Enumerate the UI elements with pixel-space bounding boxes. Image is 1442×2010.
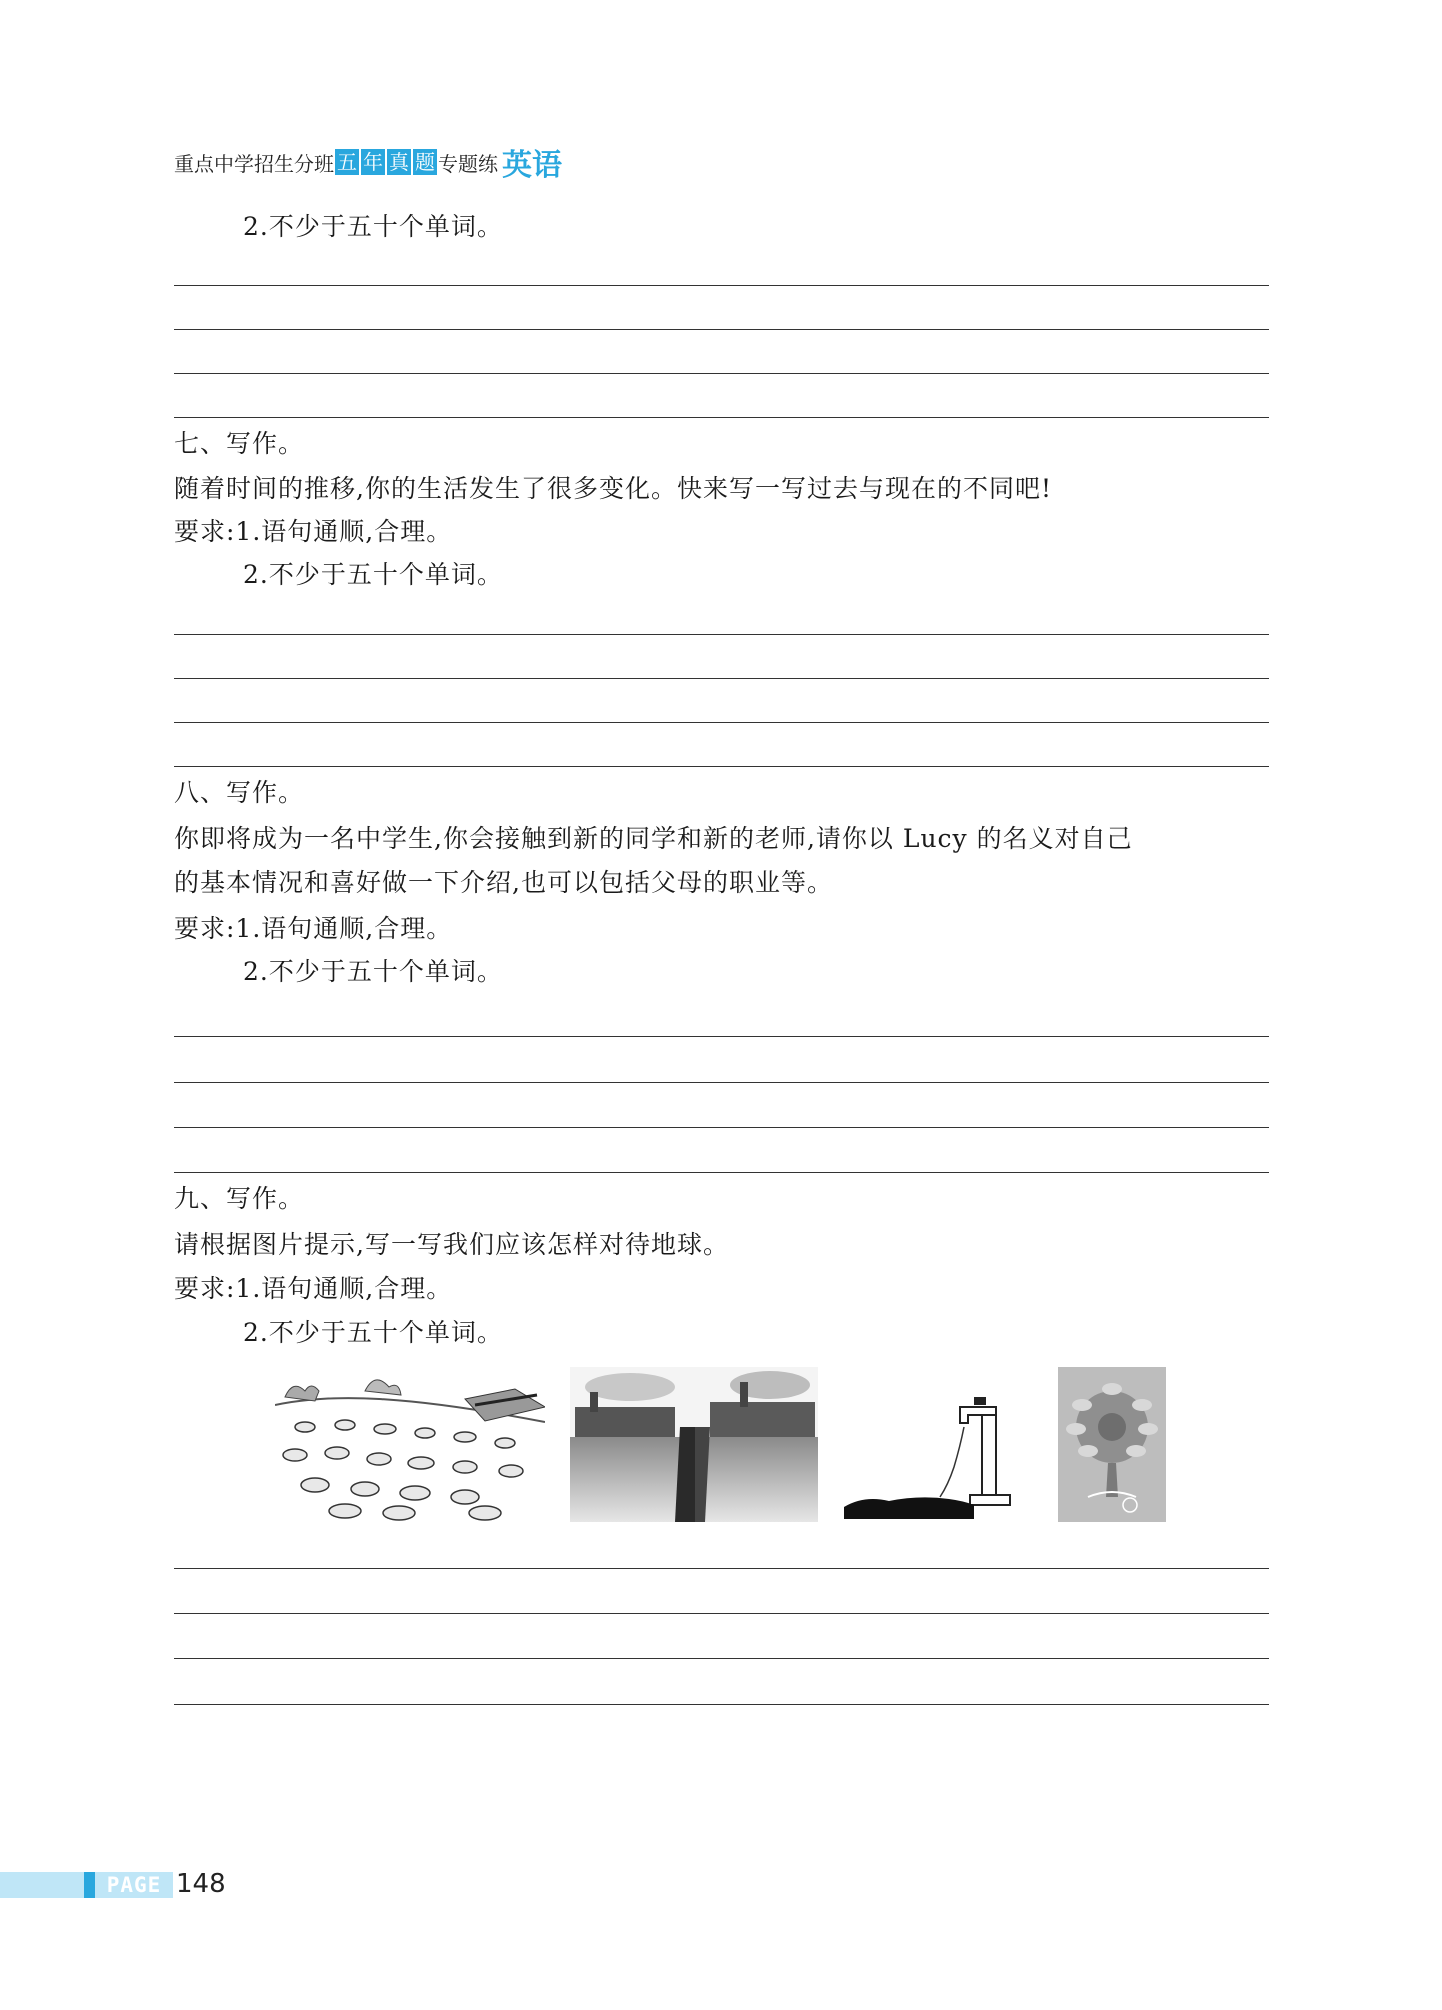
section-7-title: 七、写作。: [174, 429, 305, 458]
writing-line: [174, 1568, 1269, 1569]
writing-line: [174, 722, 1269, 723]
recycling-tree-illustration: [1058, 1367, 1166, 1522]
footer-accent-mark: [84, 1872, 95, 1898]
section-7-requirement-2: 2.不少于五十个单词。: [243, 560, 503, 589]
section-8-title: 八、写作。: [174, 778, 305, 807]
writing-line: [174, 766, 1269, 767]
section-9-requirement-2: 2.不少于五十个单词。: [243, 1318, 503, 1347]
writing-line: [174, 1036, 1269, 1037]
writing-line: [174, 1127, 1269, 1128]
writing-line: [174, 1613, 1269, 1614]
header-box-3: 真: [389, 150, 409, 174]
writing-line: [174, 1082, 1269, 1083]
section-8-prompt-line-2: 的基本情况和喜好做一下介绍,也可以包括父母的职业等。: [174, 868, 833, 897]
header-box-2: 年: [363, 150, 383, 174]
top-requirement-2: 2.不少于五十个单词。: [243, 212, 503, 241]
writing-line: [174, 634, 1269, 635]
footer-page-label: PAGE: [95, 1872, 173, 1898]
writing-line: [174, 373, 1269, 374]
writing-line: [174, 1658, 1269, 1659]
footer-decor-bar: [0, 1872, 84, 1898]
section-8-prompt-line-1: 你即将成为一名中学生,你会接触到新的同学和新的老师,请你以 Lucy 的名义对自己: [174, 824, 1133, 853]
running-header: [174, 142, 562, 182]
section-8-requirement-1: 要求:1.语句通顺,合理。: [174, 914, 453, 943]
header-box-1: 五: [337, 150, 357, 174]
section-9-title: 九、写作。: [174, 1184, 305, 1213]
dripping-tap-illustration: [842, 1367, 1027, 1522]
writing-line: [174, 417, 1269, 418]
header-box-4: 题: [415, 150, 435, 174]
writing-line: [174, 1172, 1269, 1173]
section-8-requirement-2: 2.不少于五十个单词。: [243, 957, 503, 986]
writing-line: [174, 1704, 1269, 1705]
factory-pollution-illustration: [570, 1367, 818, 1522]
section-9-requirement-1: 要求:1.语句通顺,合理。: [174, 1274, 453, 1303]
section-7-prompt: 随着时间的推移,你的生活发生了很多变化。快来写一写过去与现在的不同吧!: [174, 474, 1052, 503]
section-9-prompt: 请根据图片提示,写一写我们应该怎样对待地球。: [174, 1230, 729, 1259]
page-number: 148: [176, 1869, 226, 1899]
writing-line: [174, 285, 1269, 286]
writing-line: [174, 678, 1269, 679]
section-7-requirement-1: 要求:1.语句通顺,合理。: [174, 517, 453, 546]
header-series-title: 重点中学招生分班: [174, 151, 334, 176]
writing-line: [174, 329, 1269, 330]
tree-stumps-illustration: [275, 1367, 545, 1522]
header-series-suffix: 专题练: [438, 151, 498, 176]
header-subject: 英语: [502, 148, 562, 183]
